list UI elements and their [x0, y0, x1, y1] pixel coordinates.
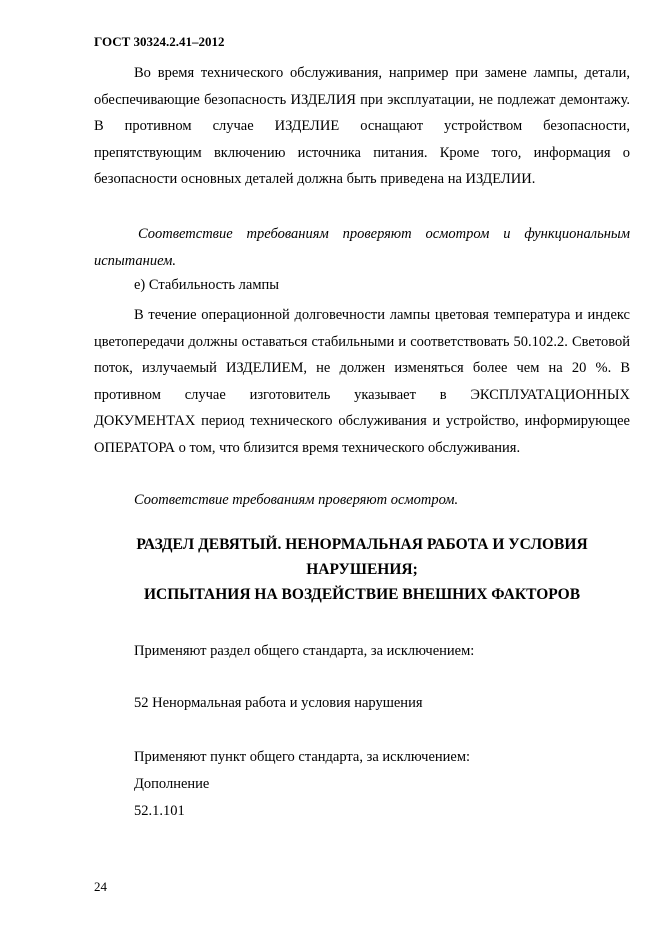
section-heading	[94, 532, 630, 607]
apply-section-text: Применяют раздел общего стандарта, за исключением:	[134, 643, 475, 659]
paragraph-lamp-stability: В течение операционной долговечности лампы цветовая температура и индекс цветопередачи должны оставаться стабильными и соответствовать 50.102.2. Световой поток, излучаемый ИЗДЕЛИЕМ, не должен изменяться более чем на 20 %. В противном случае изготовитель указывает в ЭКСПЛУАТАЦИОННЫХ ДОКУМЕНТАХ период технического обслуживания и устройство, информирующее ОПЕРАТОРА о том, что близится время технического обслуживания.	[94, 307, 630, 456]
clause-52-title: 52 Ненормальная работа и условия нарушения	[134, 695, 423, 711]
addition-label: Дополнение	[134, 776, 210, 792]
compliance-note-2: Соответствие требованиям проверяют осмотром.	[134, 492, 459, 508]
compliance-note-1: Соответствие требованиям проверяют осмотром и функциональным испытанием.	[94, 226, 630, 269]
section-heading-line-3: ИСПЫТАНИЯ НА ВОЗДЕЙСТВИЕ ВНЕШНИХ ФАКТОРОВ	[143, 586, 581, 603]
page-number: 24	[94, 879, 107, 894]
apply-clause-text: Применяют пункт общего стандарта, за исключением:	[134, 749, 471, 765]
section-heading-line-2: НАРУШЕНИЯ;	[306, 561, 418, 578]
paragraph-maintenance: Во время технического обслуживания, например при замене лампы, детали, обеспечивающие безопасность ИЗДЕЛИЯ при эксплуатации, не подлежат демонтажу. В противном случае ИЗДЕЛИЕ оснащают устройством безопасности, препятствующим включению источника питания. Кроме того, информация о безопасности основных деталей должна быть приведена на ИЗДЕЛИИ.	[94, 65, 630, 187]
section-heading-line-1: РАЗДЕЛ ДЕВЯТЫЙ. НЕНОРМАЛЬНАЯ РАБОТА И УСЛОВИЯ	[136, 536, 588, 553]
item-e-lamp-stability: е) Стабильность лампы	[134, 277, 280, 293]
clause-52-1-101: 52.1.101	[134, 803, 185, 819]
document-header: ГОСТ 30324.2.41–2012	[94, 34, 225, 49]
